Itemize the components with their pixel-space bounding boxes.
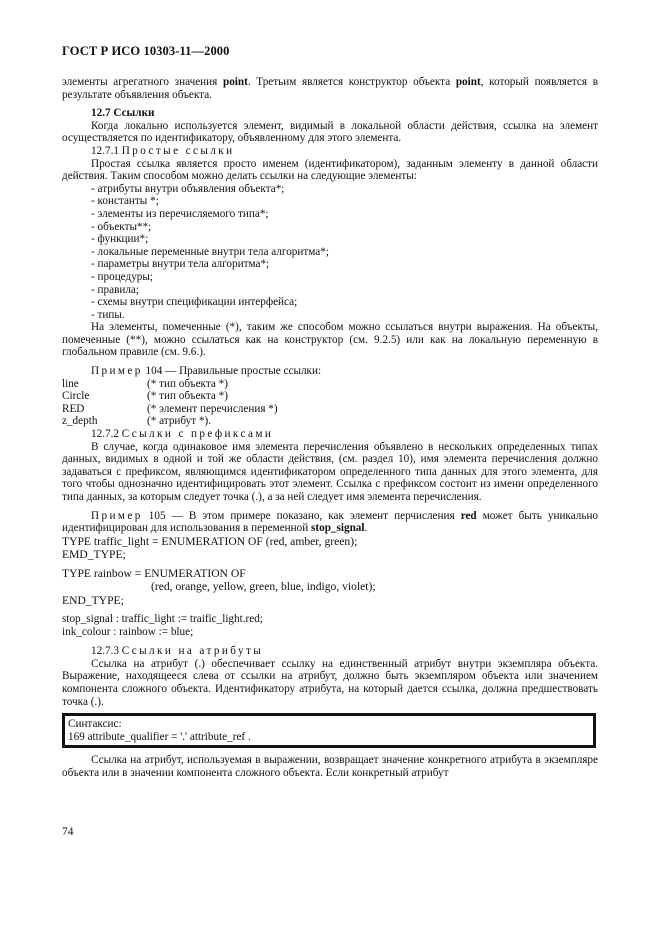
section-12-7-1-heading: 12.7.1 Простые ссылки [91, 144, 235, 157]
intro-paragraph: элементы агрегатного значения point. Третьим является конструктор объекта point, который появляется в результате объявления объекта. [62, 76, 598, 101]
code-line: stop_signal : traffic_light := traific_light.red; [62, 612, 263, 625]
example-104-caption: Пример 104 — Правильные простые ссылки: [91, 365, 322, 378]
section-12-7-2-heading: 12.7.2 Ссылки с префиксами [91, 428, 274, 441]
syntax-label: Синтаксис: [68, 718, 122, 731]
page-number: 74 [62, 826, 74, 838]
example-105-paragraph: Пример 105 — В этом примере показано, как элемент перчисления red может быть уникально идентифицирован для использования в переменной stop_signal. [62, 509, 599, 535]
section-12-7-3-paragraph-2: Ссылка на атрибут, используемая в выражении, возвращает значение конкретного атрибута в экземпляре объекта или в значении компонента сложного объекта. Если конкретный атрибут [62, 754, 598, 779]
code-line: (red, orange, yellow, green, blue, indigo, violet); [151, 580, 376, 594]
section-12-7-paragraph: Когда локально используется элемент, видимый в локальной области действия, ссылка на элемент осуществляется по идентификатору, объявленному для этого элемента. [62, 119, 598, 145]
code-line: ink_colour : rainbow := blue; [62, 626, 194, 638]
section-12-7-3-heading: 12.7.3 Ссылки на атрибуты [91, 645, 264, 658]
syntax-rule: 169 attribute_qualifier = '.' attribute_ref . [68, 730, 251, 743]
list-item: - схемы внутри спецификации интерфейса; [91, 296, 298, 309]
section-12-7-1-paragraph: Простая ссылка является просто именем (идентификатором), заданным элементу в данной области действия. Таким способом можно делать ссылки на следующие элементы: [62, 157, 598, 183]
list-item: - константы *; [91, 195, 159, 208]
code-line: TYPE rainbow = ENUMERATION OF [62, 567, 246, 581]
reference-list [62, 183, 598, 322]
example-row: z_depth (* атрибут *). [62, 415, 212, 428]
code-block [62, 535, 598, 639]
code-line: TYPE traffic_light = ENUMERATION OF (red, amber, green); [62, 534, 358, 548]
list-item: - элементы из перечисляемого типа*; [91, 207, 269, 220]
example-row: line (* тип объекта *) [62, 377, 228, 390]
list-item: - функции*; [91, 233, 149, 246]
list-item: - параметры внутри тела алгоритма*; [91, 258, 270, 271]
list-item: - объекты**; [91, 220, 152, 233]
section-12-7-3-paragraph: Ссылка на атрибут (.) обеспечивает ссылку на единственный атрибут внутри экземпляра объекта. Выражение, находящееся слева от ссылки на атрибут, должно быть экземпляром объекта или значением компонента сложного объекта. Идентификатору атрибута, на который дается ссылка, должна предшествовать точка (.). [62, 657, 598, 708]
example-104-table [62, 378, 598, 428]
code-line: END_TYPE; [62, 593, 124, 607]
example-row: Circle (* тип объекта *) [62, 390, 228, 403]
list-item: - типы. [91, 308, 125, 321]
example-row: RED (* элемент перечисления *) [62, 402, 278, 415]
syntax-box [62, 713, 596, 748]
list-item: - атрибуты внутри объявления объекта*; [91, 182, 285, 195]
list-item: - локальные переменные внутри тела алгоритма*; [91, 245, 329, 258]
list-item: - процедуры; [91, 270, 154, 283]
section-12-7-1-note: На элементы, помеченные (*), таким же способом можно ссылаться внутри выражения. На объекты, помеченные (**), можно ссылаться как на конструктор (см. 9.2.5) или как на локальную переменную в глобальном правиле (см. 9.6.). [62, 321, 598, 359]
section-12-7-2-paragraph: В случае, когда одинаковое имя элемента перечисления объявлено в нескольких определенных типах данных, видимых в одной и той же области действия, (см. раздел 10), имя элемента перечисления должно задаваться с префиксом, являющимся идентификатором определенного типа данных для этого элемента, для того чтобы однозначно идентифицировать этот элемент. Ссылка с префиксом состоит из имени определенного типа данных, за которым следует точка (.), а за ней следует имя элемента перечисления. [62, 440, 598, 503]
code-line: EMD_TYPE; [62, 547, 126, 561]
body-text [62, 76, 598, 780]
section-12-7-title: 12.7 Ссылки [91, 107, 155, 120]
list-item: - правила; [91, 283, 139, 296]
running-header: ГОСТ Р ИСО 10303-11—2000 [62, 44, 230, 58]
